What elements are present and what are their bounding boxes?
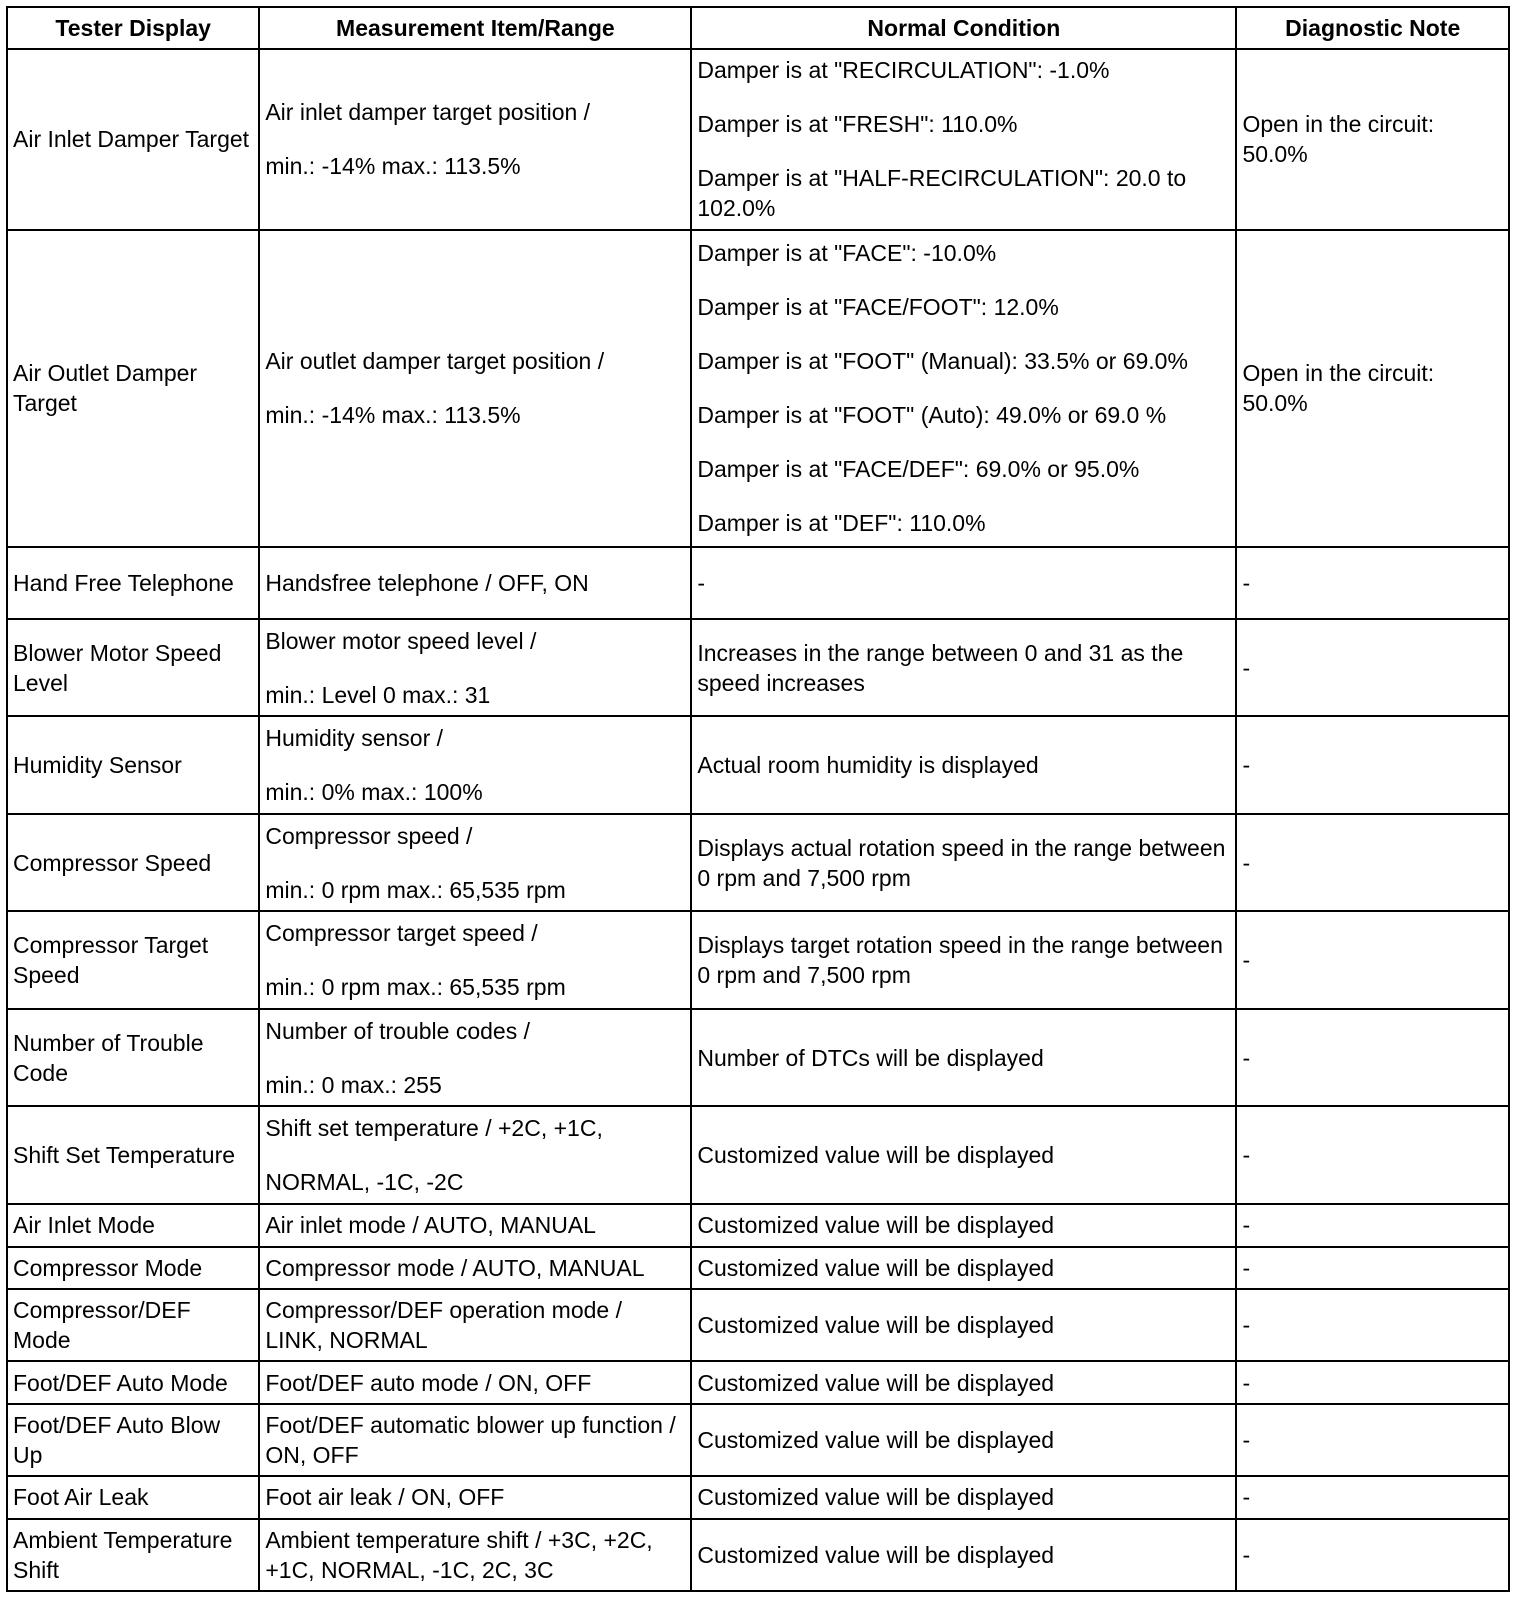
- table-row: [7, 1247, 1509, 1290]
- normal-condition-line: Damper is at "DEF": 110.0%: [697, 510, 986, 537]
- measurement-cell: [259, 1106, 691, 1204]
- normal-condition-cell: [691, 1519, 1236, 1591]
- tester-display-cell: Foot/DEF Auto Mode: [7, 1361, 259, 1404]
- measurement-line: Air inlet mode / AUTO, MANUAL: [265, 1212, 596, 1239]
- normal-condition-line: Number of DTCs will be displayed: [697, 1044, 1044, 1071]
- measurement-line: Number of trouble codes /: [265, 1017, 530, 1044]
- diagnostic-note-cell: -: [1236, 1204, 1509, 1247]
- table-row: [7, 1009, 1509, 1107]
- header-tester-display: Tester Display: [7, 7, 259, 49]
- diagnostic-note-cell: -: [1236, 547, 1509, 619]
- tester-display-cell: Shift Set Temperature: [7, 1106, 259, 1204]
- diagnostic-note-cell: -: [1236, 1289, 1509, 1361]
- tester-display-cell: Humidity Sensor: [7, 716, 259, 814]
- measurement-cell: [259, 230, 691, 547]
- diagnostic-note-cell: -: [1236, 1106, 1509, 1204]
- measurement-line: Compressor mode / AUTO, MANUAL: [265, 1254, 645, 1281]
- tester-display-cell: Compressor Speed: [7, 814, 259, 912]
- normal-condition-cell: [691, 1247, 1236, 1290]
- normal-condition-line: Damper is at "FRESH": 110.0%: [697, 111, 1018, 138]
- tester-display-cell: Hand Free Telephone: [7, 547, 259, 619]
- normal-condition-line: Customized value will be displayed: [697, 1427, 1055, 1454]
- normal-condition-cell: [691, 814, 1236, 912]
- measurement-line: min.: 0 rpm max.: 65,535 rpm: [265, 974, 566, 1001]
- normal-condition-line: Customized value will be displayed: [697, 1369, 1055, 1396]
- measurement-line: Air inlet damper target position /: [265, 99, 591, 126]
- measurement-line: Foot/DEF automatic blower up function / ON, OFF: [265, 1412, 676, 1469]
- normal-condition-line: Increases in the range between 0 and 31 as the speed increases: [697, 639, 1184, 696]
- measurement-cell: [259, 1289, 691, 1361]
- measurement-line: min.: 0% max.: 100%: [265, 779, 483, 806]
- diagnostic-note-cell: -: [1236, 1404, 1509, 1476]
- measurement-line: min.: 0 rpm max.: 65,535 rpm: [265, 876, 566, 903]
- table-row: [7, 1519, 1509, 1591]
- normal-condition-cell: [691, 716, 1236, 814]
- table-row: [7, 716, 1509, 814]
- measurement-cell: [259, 619, 691, 717]
- diagnostic-note-cell: -: [1236, 619, 1509, 717]
- measurement-cell: [259, 1361, 691, 1404]
- normal-condition-line: Damper is at "FACE/FOOT": 12.0%: [697, 294, 1059, 321]
- measurement-cell: [259, 1519, 691, 1591]
- table-row: [7, 1289, 1509, 1361]
- tester-display-cell: Air Inlet Mode: [7, 1204, 259, 1247]
- tester-display-cell: Blower Motor Speed Level: [7, 619, 259, 717]
- measurement-line: min.: -14% max.: 113.5%: [265, 402, 521, 429]
- normal-condition-line: Damper is at "FOOT" (Auto): 49.0% or 69.0 %: [697, 402, 1167, 429]
- diagnostic-note-cell: -: [1236, 1247, 1509, 1290]
- tester-display-cell: Compressor Mode: [7, 1247, 259, 1290]
- table-row: [7, 1204, 1509, 1247]
- normal-condition-line: Customized value will be displayed: [697, 1541, 1055, 1568]
- normal-condition-cell: [691, 1476, 1236, 1519]
- measurement-line: Compressor target speed /: [265, 920, 538, 947]
- normal-condition-line: Damper is at "FACE/DEF": 69.0% or 95.0%: [697, 456, 1140, 483]
- normal-condition-cell: [691, 1106, 1236, 1204]
- measurement-line: Humidity sensor /: [265, 725, 444, 752]
- normal-condition-cell: [691, 49, 1236, 230]
- measurement-cell: [259, 1204, 691, 1247]
- tester-display-cell: Number of Trouble Code: [7, 1009, 259, 1107]
- table-row: [7, 1361, 1509, 1404]
- table-row: [7, 1106, 1509, 1204]
- measurement-cell: [259, 716, 691, 814]
- normal-condition-cell: [691, 547, 1236, 619]
- measurement-line: Foot/DEF auto mode / ON, OFF: [265, 1369, 592, 1396]
- measurement-line: Ambient temperature shift / +3C, +2C, +1C, NORMAL, -1C, 2C, 3C: [265, 1526, 653, 1583]
- normal-condition-line: Displays actual rotation speed in the range between 0 rpm and 7,500 rpm: [697, 834, 1226, 891]
- table-row: [7, 1476, 1509, 1519]
- measurement-cell: [259, 911, 691, 1009]
- measurement-cell: [259, 814, 691, 912]
- normal-condition-cell: [691, 1361, 1236, 1404]
- table-row: [7, 619, 1509, 717]
- tester-display-cell: Foot Air Leak: [7, 1476, 259, 1519]
- diagnostic-note-cell: -: [1236, 716, 1509, 814]
- table-header-row: [7, 7, 1509, 49]
- measurement-cell: [259, 49, 691, 230]
- normal-condition-cell: [691, 230, 1236, 547]
- table-row: [7, 547, 1509, 619]
- measurement-line: Handsfree telephone / OFF, ON: [265, 569, 589, 596]
- measurement-line: Shift set temperature / +2C, +1C,: [265, 1115, 603, 1142]
- normal-condition-line: Customized value will be displayed: [697, 1142, 1055, 1169]
- diagnostic-note-cell: -: [1236, 911, 1509, 1009]
- diagnostic-note-cell: -: [1236, 814, 1509, 912]
- tester-display-cell: Air Outlet Damper Target: [7, 230, 259, 547]
- normal-condition-cell: [691, 911, 1236, 1009]
- diagnostic-note-cell: -: [1236, 1361, 1509, 1404]
- measurement-line: Compressor/DEF operation mode / LINK, NORMAL: [265, 1297, 622, 1354]
- normal-condition-line: Damper is at "RECIRCULATION": -1.0%: [697, 57, 1110, 84]
- normal-condition-line: Customized value will be displayed: [697, 1484, 1055, 1511]
- normal-condition-line: Damper is at "HALF-RECIRCULATION": 20.0 to 102.0%: [697, 165, 1187, 222]
- table-body: [7, 49, 1509, 1591]
- header-measurement-item: Measurement Item/Range: [259, 7, 691, 49]
- measurement-line: Compressor speed /: [265, 822, 473, 849]
- table-row: [7, 230, 1509, 547]
- normal-condition-cell: [691, 619, 1236, 717]
- measurement-line: min.: Level 0 max.: 31: [265, 681, 491, 708]
- tester-display-cell: Foot/DEF Auto Blow Up: [7, 1404, 259, 1476]
- normal-condition-line: Customized value will be displayed: [697, 1254, 1055, 1281]
- table-row: [7, 911, 1509, 1009]
- measurement-line: Air outlet damper target position /: [265, 348, 605, 375]
- tester-display-cell: Compressor/DEF Mode: [7, 1289, 259, 1361]
- header-normal-condition: Normal Condition: [691, 7, 1236, 49]
- normal-condition-line: Damper is at "FOOT" (Manual): 33.5% or 69.0%: [697, 348, 1188, 375]
- normal-condition-line: Actual room humidity is displayed: [697, 752, 1039, 779]
- measurement-line: Foot air leak / ON, OFF: [265, 1484, 505, 1511]
- table-row: [7, 49, 1509, 230]
- diagnostic-note-cell: Open in the circuit: 50.0%: [1236, 230, 1509, 547]
- table-row: [7, 1404, 1509, 1476]
- normal-condition-cell: [691, 1204, 1236, 1247]
- measurement-cell: [259, 1404, 691, 1476]
- measurement-cell: [259, 1247, 691, 1290]
- data-monitor-table: [6, 6, 1510, 1592]
- tester-display-cell: Ambient Temperature Shift: [7, 1519, 259, 1591]
- diagnostic-note-cell: Open in the circuit: 50.0%: [1236, 49, 1509, 230]
- tester-display-cell: Compressor Target Speed: [7, 911, 259, 1009]
- measurement-line: NORMAL, -1C, -2C: [265, 1169, 464, 1196]
- normal-condition-line: Damper is at "FACE": -10.0%: [697, 240, 997, 267]
- normal-condition-line: -: [697, 569, 706, 596]
- tester-display-cell: Air Inlet Damper Target: [7, 49, 259, 230]
- measurement-cell: [259, 1009, 691, 1107]
- measurement-cell: [259, 1476, 691, 1519]
- normal-condition-cell: [691, 1289, 1236, 1361]
- diagnostic-note-cell: -: [1236, 1476, 1509, 1519]
- table-row: [7, 814, 1509, 912]
- normal-condition-line: Displays target rotation speed in the range between 0 rpm and 7,500 rpm: [697, 932, 1223, 989]
- diagnostic-note-cell: -: [1236, 1009, 1509, 1107]
- measurement-line: Blower motor speed level /: [265, 627, 537, 654]
- measurement-cell: [259, 547, 691, 619]
- normal-condition-line: Customized value will be displayed: [697, 1212, 1055, 1239]
- diagnostic-note-cell: -: [1236, 1519, 1509, 1591]
- measurement-line: min.: -14% max.: 113.5%: [265, 153, 521, 180]
- measurement-line: min.: 0 max.: 255: [265, 1071, 442, 1098]
- header-diagnostic-note: Diagnostic Note: [1236, 7, 1509, 49]
- normal-condition-cell: [691, 1404, 1236, 1476]
- normal-condition-line: Customized value will be displayed: [697, 1312, 1055, 1339]
- normal-condition-cell: [691, 1009, 1236, 1107]
